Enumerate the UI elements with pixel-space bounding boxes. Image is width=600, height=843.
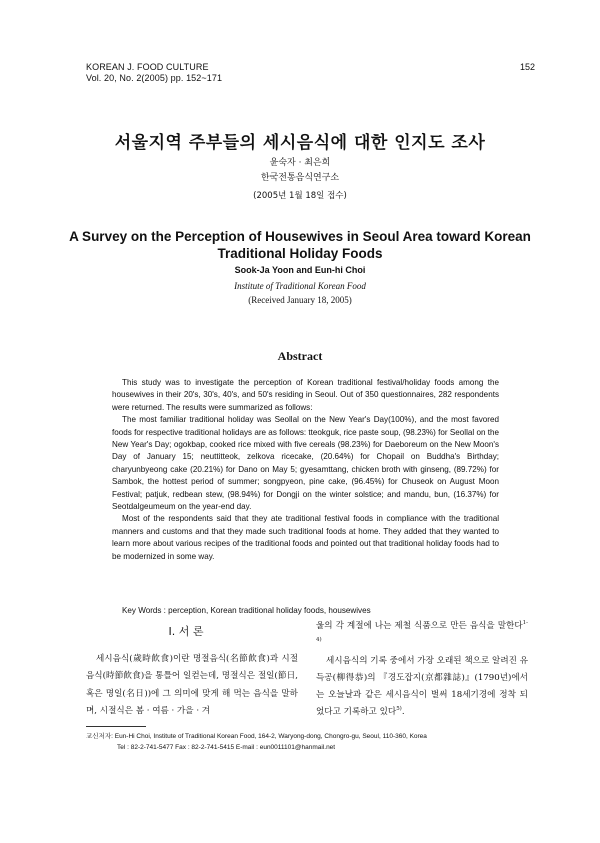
abstract-paragraph-1: This study was to investigate the perception of Korean traditional festival/holiday foods among the housewives in their 20's, 30's, 40's, and 50's residing in Seoul. Out of 350 questionnaires, 282 respondents were returned. The results were summarized as follows:: [112, 378, 499, 412]
korean-institute: 한국전통음식연구소: [260, 173, 340, 183]
intro-paragraph-2-period: .: [401, 707, 405, 718]
korean-received-date: (2005년 1월 18일 접수): [253, 191, 347, 201]
intro-paragraph-1: 세시음식(歲時飮食)이란 명절음식(名節飮食)과 시절음식(時節飮食)을 통틀어 일컫는데, 명절식은 절일(節日, 혹은 명일(名日))에 그 의미에 맞게 해 먹는 음식을 말하며, 시절식은 봄 · 여름 · 가을 · 겨: [86, 654, 298, 716]
left-column: [86, 651, 298, 720]
footnote-address: 교신저자: Eun-Hi Choi, Institute of Traditional Korean Food, 164-2, Waryong-dong, Chongro-gu, Seoul, 110-360, Korea: [86, 733, 427, 740]
section-heading-introduction: I. 서 론: [168, 625, 204, 638]
keywords: Key Words : perception, Korean traditional holiday foods, housewives: [122, 606, 371, 615]
corresponding-author-footnote: [86, 731, 526, 753]
english-received-date: (Received January 18, 2005): [248, 295, 352, 305]
footnote-contact: Tel : 82-2-741-5477 Fax : 82-2-741-5415 E-mail : eun0011101@hanmail.net: [117, 744, 336, 751]
intro-paragraph-2-text: 세시음식의 기록 중에서 가장 오래된 책으로 알려진 유득공(柳得恭)의 『경도잡지(京都雜誌)』(1790년)에서는 오늘날과 같은 세시음식이 벌써 18세기경에 정착 되었다고 기록하고 있다: [316, 655, 528, 718]
korean-title: 서울지역 주부들의 세시음식에 대한 인지도 조사: [114, 133, 486, 153]
english-authors: Sook-Ja Yoon and Eun-hi Choi: [234, 265, 366, 275]
abstract-paragraph-2: The most familiar traditional holiday was Seollal on the New Year's Day(100%), and the most favored foods for respective traditional holidays are as follows: tteokguk, rice paste soup, (98.23%) for Seollal on the New Year's Day; ogokbap, cooked rice mixed with five cereals (98.23%) for Daeboreum on the New Moon's Day of January 15; neuttitteok, zelkova ricecake, (20.64%) for Chopail on Buddha's Birthday; charyunbyeong cake (20.21%) for Dano on May 5; gyesamttang, chicken broth with ginseng, (89.72%) for Sambok, the hottest period of summer; songpyeon, pine cake, (96.45%) for Chuseok on August Moon Festival; patjuk, redbean stew, (98.94%) for Dongji on the winter solstice; and mandu, bun, (16.37%) for Seotdalgeumeum on the year-end day.: [112, 415, 499, 512]
journal-name: KOREAN J. FOOD CULTURE: [86, 62, 209, 72]
abstract-paragraph-3: Most of the respondents said that they ate traditional festival foods in compliance with the traditional manners and customs and that they made such traditional foods at home. They added that they wanted to learn more about various recipes of the traditional foods and pointed out that traditional holiday foods had to be modernized in some way.: [112, 514, 499, 561]
page-number: 152: [520, 62, 536, 72]
english-title-line1: A Survey on the Perception of Housewives in Seoul Area toward Korean: [69, 229, 531, 244]
right-column: [316, 618, 528, 722]
citation-ref-1-4: 1-4): [316, 620, 528, 644]
intro-paragraph-2: [316, 653, 528, 722]
intro-paragraph-1-cont: [316, 618, 528, 653]
citation-ref-5: 5): [396, 706, 402, 713]
english-title-line2: Traditional Holiday Foods: [217, 246, 383, 261]
journal-header: [86, 62, 222, 84]
english-institute: Institute of Traditional Korean Food: [234, 281, 366, 291]
english-title: [0, 228, 600, 262]
journal-volume: Vol. 20, No. 2(2005) pp. 152~171: [86, 73, 223, 83]
abstract-heading: Abstract: [277, 349, 323, 363]
intro-continuation-text: 울의 각 계절에 나는 제철 식품으로 만든 음식을 말한다: [316, 621, 523, 631]
footnote-divider: [86, 726, 146, 727]
abstract-body: [112, 377, 499, 563]
korean-authors: 윤숙자 · 최은희: [269, 158, 331, 168]
